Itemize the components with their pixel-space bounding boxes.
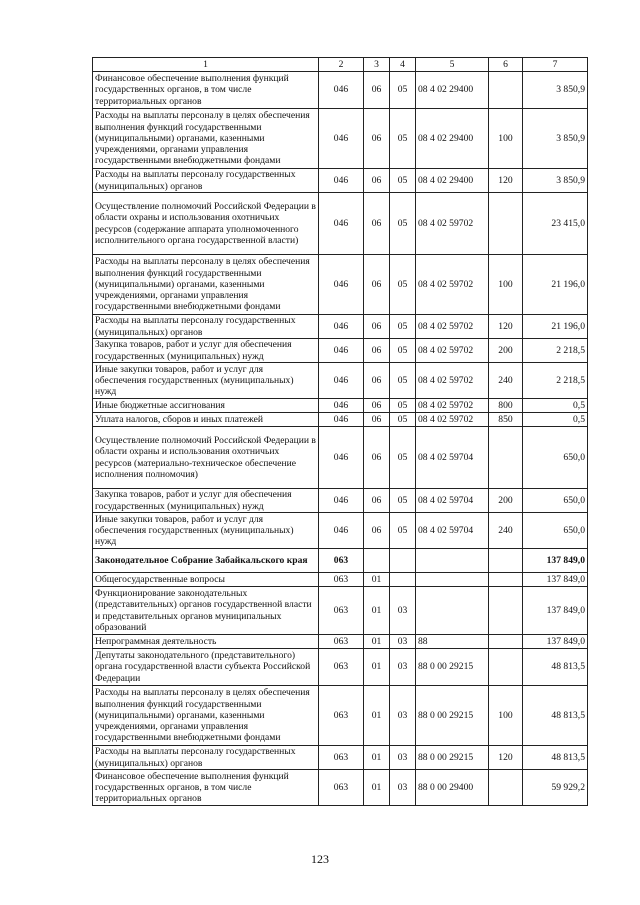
cell-section-code: 01 <box>364 686 390 746</box>
cell-name: Финансовое обеспечение выполнения функций государственных органов, в том числе территориальных органов <box>93 72 319 109</box>
cell-expense-type: 100 <box>489 686 523 746</box>
cell-section-code: 01 <box>364 587 390 635</box>
cell-subsection-code: 03 <box>390 746 416 770</box>
cell-expense-type: 120 <box>489 315 523 339</box>
cell-name: Законодательное Собрание Забайкальского края <box>93 549 319 573</box>
cell-amount: 650,0 <box>523 489 588 513</box>
cell-subsection-code: 03 <box>390 587 416 635</box>
cell-ministry-code: 046 <box>319 169 364 193</box>
cell-target-article: 88 <box>416 635 489 649</box>
cell-target-article: 88 0 00 29215 <box>416 686 489 746</box>
cell-target-article: 08 4 02 59704 <box>416 427 489 489</box>
cell-target-article: 08 4 02 59702 <box>416 399 489 413</box>
table-row <box>93 686 588 746</box>
cell-name: Общегосударственные вопросы <box>93 573 319 587</box>
cell-target-article: 08 4 02 59702 <box>416 413 489 427</box>
cell-subsection-code: 05 <box>390 193 416 255</box>
cell-name: Расходы на выплаты персоналу государственных (муниципальных) органов <box>93 315 319 339</box>
cell-expense-type: 100 <box>489 255 523 315</box>
cell-target-article: 08 4 02 59702 <box>416 339 489 363</box>
table-row <box>93 315 588 339</box>
cell-expense-type: 120 <box>489 169 523 193</box>
cell-ministry-code: 063 <box>319 573 364 587</box>
cell-section-code <box>364 549 390 573</box>
cell-subsection-code: 03 <box>390 770 416 806</box>
cell-target-article <box>416 573 489 587</box>
cell-subsection-code <box>390 573 416 587</box>
cell-ministry-code: 046 <box>319 193 364 255</box>
cell-name: Закупка товаров, работ и услуг для обеспечения государственных (муниципальных) нужд <box>93 489 319 513</box>
cell-section-code: 06 <box>364 315 390 339</box>
cell-expense-type: 200 <box>489 489 523 513</box>
cell-subsection-code: 05 <box>390 315 416 339</box>
cell-ministry-code: 046 <box>319 413 364 427</box>
cell-ministry-code: 046 <box>319 399 364 413</box>
column-header: 2 <box>319 58 364 72</box>
cell-name: Расходы на выплаты персоналу в целях обеспечения выполнения функций государственными (муниципальными) органами, казенными учреждениями, органами управления государственными внебюджетными фондами <box>93 686 319 746</box>
table-row <box>93 649 588 686</box>
cell-name: Расходы на выплаты персоналу в целях обеспечения выполнения функций государственными (муниципальными) органами, казенными учреждениями, органами управления государственными внебюджетными фондами <box>93 255 319 315</box>
cell-expense-type: 100 <box>489 109 523 169</box>
cell-target-article: 08 4 02 59704 <box>416 489 489 513</box>
cell-ministry-code: 063 <box>319 746 364 770</box>
cell-section-code: 01 <box>364 635 390 649</box>
cell-ministry-code: 046 <box>319 72 364 109</box>
cell-amount: 137 849,0 <box>523 573 588 587</box>
cell-target-article: 88 0 00 29215 <box>416 649 489 686</box>
cell-target-article: 08 4 02 59704 <box>416 513 489 549</box>
cell-subsection-code: 05 <box>390 169 416 193</box>
cell-section-code: 06 <box>364 363 390 399</box>
column-header: 7 <box>523 58 588 72</box>
cell-section-code: 06 <box>364 72 390 109</box>
cell-ministry-code: 063 <box>319 770 364 806</box>
cell-subsection-code: 03 <box>390 635 416 649</box>
cell-ministry-code: 063 <box>319 549 364 573</box>
cell-amount: 2 218,5 <box>523 363 588 399</box>
cell-target-article: 88 0 00 29400 <box>416 770 489 806</box>
cell-target-article: 88 0 00 29215 <box>416 746 489 770</box>
table-row <box>93 635 588 649</box>
cell-target-article: 08 4 02 29400 <box>416 109 489 169</box>
cell-section-code: 06 <box>364 109 390 169</box>
cell-name: Расходы на выплаты персоналу государственных (муниципальных) органов <box>93 169 319 193</box>
cell-expense-type: 240 <box>489 363 523 399</box>
cell-section-code: 06 <box>364 489 390 513</box>
cell-amount: 21 196,0 <box>523 255 588 315</box>
cell-name: Иные закупки товаров, работ и услуг для обеспечения государственных (муниципальных) нужд <box>93 513 319 549</box>
table-row <box>93 489 588 513</box>
cell-expense-type <box>489 649 523 686</box>
cell-expense-type: 120 <box>489 746 523 770</box>
cell-amount: 3 850,9 <box>523 72 588 109</box>
cell-expense-type <box>489 427 523 489</box>
cell-expense-type <box>489 549 523 573</box>
cell-subsection-code: 05 <box>390 489 416 513</box>
cell-target-article: 08 4 02 59702 <box>416 315 489 339</box>
cell-subsection-code <box>390 549 416 573</box>
cell-section-code: 01 <box>364 770 390 806</box>
cell-section-code: 06 <box>364 413 390 427</box>
cell-name: Иные закупки товаров, работ и услуг для обеспечения государственных (муниципальных) нужд <box>93 363 319 399</box>
cell-target-article <box>416 549 489 573</box>
cell-name: Расходы на выплаты персоналу в целях обеспечения выполнения функций государственными (муниципальными) органами, казенными учреждениями, органами управления государственными внебюджетными фондами <box>93 109 319 169</box>
table-row <box>93 770 588 806</box>
table-row <box>93 549 588 573</box>
cell-section-code: 06 <box>364 169 390 193</box>
cell-name: Закупка товаров, работ и услуг для обеспечения государственных (муниципальных) нужд <box>93 339 319 363</box>
table-row <box>93 399 588 413</box>
cell-amount: 137 849,0 <box>523 549 588 573</box>
cell-target-article: 08 4 02 59702 <box>416 193 489 255</box>
column-header: 3 <box>364 58 390 72</box>
column-header: 4 <box>390 58 416 72</box>
table-row <box>93 363 588 399</box>
cell-ministry-code: 046 <box>319 489 364 513</box>
cell-section-code: 01 <box>364 649 390 686</box>
cell-expense-type <box>489 635 523 649</box>
table-row <box>93 255 588 315</box>
cell-ministry-code: 063 <box>319 635 364 649</box>
cell-name: Функционирование законодательных (представительных) органов государственной власти и представительных органов муниципальных образований <box>93 587 319 635</box>
cell-ministry-code: 046 <box>319 255 364 315</box>
cell-amount: 0,5 <box>523 413 588 427</box>
table-row <box>93 587 588 635</box>
cell-amount: 48 813,5 <box>523 746 588 770</box>
cell-subsection-code: 05 <box>390 339 416 363</box>
cell-subsection-code: 05 <box>390 399 416 413</box>
cell-expense-type <box>489 573 523 587</box>
cell-expense-type <box>489 72 523 109</box>
column-header: 5 <box>416 58 489 72</box>
table-row <box>93 413 588 427</box>
cell-amount: 650,0 <box>523 427 588 489</box>
cell-section-code: 06 <box>364 193 390 255</box>
cell-amount: 650,0 <box>523 513 588 549</box>
cell-ministry-code: 046 <box>319 109 364 169</box>
cell-expense-type: 800 <box>489 399 523 413</box>
cell-subsection-code: 03 <box>390 686 416 746</box>
cell-name: Расходы на выплаты персоналу государственных (муниципальных) органов <box>93 746 319 770</box>
cell-name: Осуществление полномочий Российской Федерации в области охраны и использования охотничьих ресурсов (материально-техническое обеспечение исполнения полномочия) <box>93 427 319 489</box>
cell-amount: 3 850,9 <box>523 169 588 193</box>
cell-name: Непрограммная деятельность <box>93 635 319 649</box>
cell-ministry-code: 046 <box>319 315 364 339</box>
cell-target-article <box>416 587 489 635</box>
cell-subsection-code: 05 <box>390 413 416 427</box>
cell-section-code: 06 <box>364 255 390 315</box>
cell-expense-type: 200 <box>489 339 523 363</box>
cell-name: Уплата налогов, сборов и иных платежей <box>93 413 319 427</box>
table-header-row <box>93 58 588 72</box>
cell-ministry-code: 063 <box>319 686 364 746</box>
cell-ministry-code: 046 <box>319 339 364 363</box>
cell-amount: 3 850,9 <box>523 109 588 169</box>
cell-section-code: 06 <box>364 513 390 549</box>
cell-subsection-code: 05 <box>390 427 416 489</box>
cell-subsection-code: 03 <box>390 649 416 686</box>
cell-ministry-code: 046 <box>319 513 364 549</box>
table-row <box>93 109 588 169</box>
cell-section-code: 01 <box>364 573 390 587</box>
cell-expense-type: 850 <box>489 413 523 427</box>
cell-amount: 23 415,0 <box>523 193 588 255</box>
cell-name: Осуществление полномочий Российской Федерации в области охраны и использования охотничьих ресурсов (содержание аппарата уполномоченного исполнительного органа государственной власти) <box>93 193 319 255</box>
cell-subsection-code: 05 <box>390 109 416 169</box>
page-number: 123 <box>311 852 329 866</box>
table-row <box>93 72 588 109</box>
cell-expense-type: 240 <box>489 513 523 549</box>
cell-subsection-code: 05 <box>390 255 416 315</box>
table-row <box>93 427 588 489</box>
cell-name: Финансовое обеспечение выполнения функций государственных органов, в том числе территориальных органов <box>93 770 319 806</box>
cell-amount: 59 929,2 <box>523 770 588 806</box>
cell-name: Депутаты законодательного (представительного) органа государственной власти субъекта Российской Федерации <box>93 649 319 686</box>
table-row <box>93 169 588 193</box>
cell-ministry-code: 046 <box>319 363 364 399</box>
cell-expense-type <box>489 193 523 255</box>
table-row <box>93 339 588 363</box>
table-row <box>93 573 588 587</box>
cell-amount: 137 849,0 <box>523 635 588 649</box>
cell-ministry-code: 063 <box>319 587 364 635</box>
cell-expense-type <box>489 770 523 806</box>
cell-subsection-code: 05 <box>390 72 416 109</box>
column-header: 1 <box>93 58 319 72</box>
cell-name: Иные бюджетные ассигнования <box>93 399 319 413</box>
cell-section-code: 06 <box>364 399 390 413</box>
cell-ministry-code: 046 <box>319 427 364 489</box>
table-row <box>93 513 588 549</box>
cell-amount: 48 813,5 <box>523 686 588 746</box>
cell-section-code: 06 <box>364 339 390 363</box>
cell-target-article: 08 4 02 29400 <box>416 72 489 109</box>
cell-amount: 0,5 <box>523 399 588 413</box>
cell-target-article: 08 4 02 29400 <box>416 169 489 193</box>
cell-amount: 48 813,5 <box>523 649 588 686</box>
cell-subsection-code: 05 <box>390 513 416 549</box>
cell-subsection-code: 05 <box>390 363 416 399</box>
cell-ministry-code: 063 <box>319 649 364 686</box>
cell-target-article: 08 4 02 59702 <box>416 255 489 315</box>
table-body <box>93 72 588 806</box>
table-row <box>93 193 588 255</box>
cell-section-code: 06 <box>364 427 390 489</box>
table-row <box>93 746 588 770</box>
column-header: 6 <box>489 58 523 72</box>
cell-amount: 21 196,0 <box>523 315 588 339</box>
cell-section-code: 01 <box>364 746 390 770</box>
cell-target-article: 08 4 02 59702 <box>416 363 489 399</box>
cell-amount: 137 849,0 <box>523 587 588 635</box>
cell-amount: 2 218,5 <box>523 339 588 363</box>
budget-table <box>92 57 588 806</box>
cell-expense-type <box>489 587 523 635</box>
